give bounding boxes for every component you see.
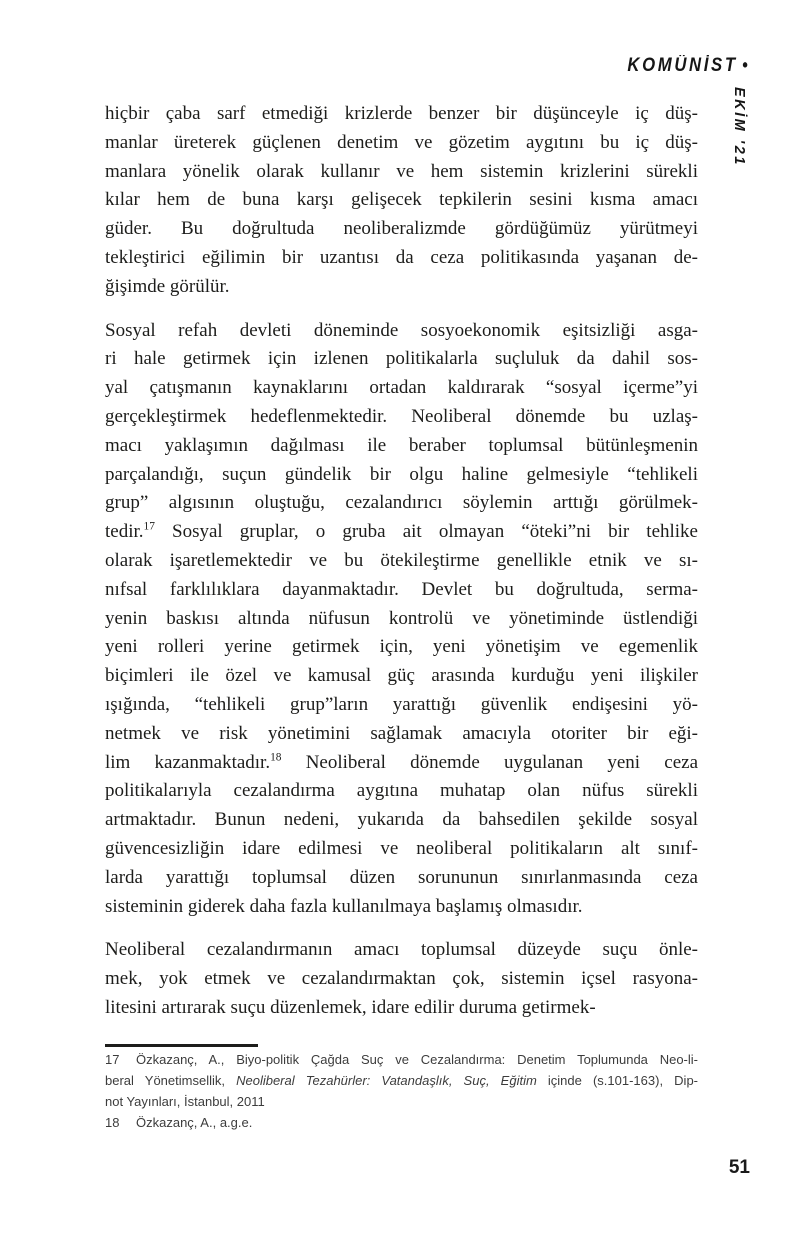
text-segment: not Yayınları, İstanbul, 2011: [105, 1094, 265, 1109]
text-line: [105, 374, 698, 403]
text-segment: yal çatışmanın kaynaklarını ortadan kaldırarak “sosyal içerme”yi: [105, 377, 698, 399]
text-line: [105, 576, 698, 605]
text-segment: yeni rolleri yerine getirmek için, yeni yönetişim ve egemenlik: [105, 636, 698, 658]
text-line: [105, 806, 698, 835]
text-line: [105, 273, 698, 302]
text-segment: tekleştirici eğilimin bir uzantısı da ceza politikasında yaşanan de-: [105, 246, 698, 268]
journal-header: [628, 55, 748, 77]
text-line: [105, 1112, 698, 1133]
text-line: [105, 215, 698, 244]
text-line: [105, 662, 698, 691]
text-segment: içinde (s.101-163), Dip-: [536, 1073, 699, 1088]
page-number: 51: [728, 1157, 750, 1178]
text-segment: olarak işaretlemektedir ve bu ötekileştirme genellikle etnik ve sı-: [105, 549, 698, 571]
paragraph-3: [105, 936, 698, 1022]
footnote-divider: [105, 1044, 258, 1047]
text-line: [105, 432, 698, 461]
text-segment: Sosyal refah devleti döneminde sosyoekonomik eşitsizliği asga-: [105, 319, 698, 341]
footnote-reference: 18: [270, 751, 282, 764]
text-segment: ri hale getirmek için izlenen politikalarla suçluluk da dahil sos-: [105, 348, 698, 370]
text-segment: lim kazanmaktadır.: [105, 751, 271, 773]
text-segment: artmaktadır. Bunun nedeni, yukarıda da bahsedilen şekilde sosyal: [105, 809, 698, 831]
text-segment: nıfsal farklılıklara dayanmaktadır. Devlet bu doğrultuda, serma-: [105, 578, 698, 600]
text-segment: litesini artırarak suçu düzenlemek, idare edilir duruma getirmek-: [105, 996, 596, 1018]
text-line: [105, 835, 698, 864]
text-segment: politikalarıyla cezalandırma aygıtına muhatap olan nüfus sürekli: [105, 780, 698, 802]
text-segment: biçimleri ile özel ve kamusal güç arasında kurduğu yeni ilişkiler: [105, 665, 698, 687]
text-segment: kılar hem de buna karşı gelişecek tepkilerin sesini kısma amacı: [105, 189, 698, 211]
text-segment: hiçbir çaba sarf etmediği krizlerde benzer bir düşünceyle iç düş-: [105, 103, 698, 124]
text-segment: manlar üreterek güçlenen denetim ve gözetim aygıtını bu iç düş-: [105, 131, 698, 153]
text-segment: Neoliberal cezalandırmanın amacı toplumsal düzeyde suçu önle-: [105, 939, 698, 961]
text-line: [105, 129, 698, 158]
footnote-17: [105, 1049, 698, 1112]
text-line: [105, 965, 698, 994]
text-line: [105, 547, 698, 576]
text-segment: yenin baskısı altında nüfusun kontrolü ve yönetiminde üstlendiği: [105, 607, 698, 629]
text-segment: Sosyal gruplar, o gruba ait olmayan “öteki”ni bir tehlike: [154, 521, 698, 543]
text-line: [105, 893, 698, 922]
text-line: [105, 936, 698, 965]
text-segment: Neoliberal Tezahürler: Vatandaşlık, Suç, Eğitim: [236, 1073, 537, 1088]
text-line: [105, 1070, 698, 1091]
text-line: [105, 489, 698, 518]
paragraph-2: [105, 317, 698, 922]
text-line: [105, 244, 698, 273]
text-segment: Neoliberal dönemde uygulanan yeni ceza: [281, 751, 698, 773]
text-line: [105, 749, 698, 778]
footnote-number: 17: [105, 1052, 120, 1067]
text-line: [105, 691, 698, 720]
footnote-number: 18: [105, 1115, 120, 1130]
text-segment: mek, yok etmek ve cezalandırmaktan çok, sistemin içsel rasyona-: [105, 968, 698, 990]
text-line: [105, 186, 698, 215]
footnotes-block: [105, 1049, 698, 1133]
text-segment: güder. Bu doğrultuda neoliberalizmde gördüğümüz yürütmeyi: [105, 218, 698, 240]
journal-title: KOMÜNİST: [627, 55, 739, 76]
text-line: [105, 994, 698, 1023]
text-line: [105, 864, 698, 893]
text-segment: ğişimde görülür.: [105, 275, 230, 297]
footnote-18: [105, 1112, 698, 1133]
text-segment: ışığında, “tehlikeli grup”ların yarattığı güvenlik endişesini yö-: [105, 693, 698, 715]
text-segment: larda yarattığı toplumsal düzen sorununun sınırlanmasında ceza: [105, 866, 698, 888]
text-line: [105, 100, 698, 129]
text-line: [105, 317, 698, 346]
text-segment: güvencesizliğin idare edilmesi ve neoliberal politikaların alt sınıf-: [105, 837, 698, 859]
text-segment: beral Yönetimsellik,: [105, 1073, 237, 1088]
text-segment: parçalandığı, suçun gündelik bir olgu haline gelmesiyle “tehlikeli: [105, 463, 698, 485]
text-segment: grup” algısının oluştuğu, cezalandırıcı söylemin arttığı görülmek-: [105, 492, 698, 514]
text-segment: netmek ve risk yönetimini sağlamak amacıyla otoriter bir eği-: [105, 722, 698, 744]
text-line: [105, 777, 698, 806]
text-line: [105, 1049, 698, 1070]
footnote-reference: 17: [143, 520, 155, 533]
text-line: [105, 461, 698, 490]
text-segment: gerçekleştirmek hedeflenmektedir. Neoliberal dönemde bu uzlaş-: [105, 405, 698, 427]
paragraph-1: [105, 100, 698, 302]
text-line: [105, 1091, 698, 1112]
body-text: [105, 100, 698, 1023]
text-segment: Özkazanç, A., Biyo-politik Çağda Suç ve Cezalandırma: Denetim Toplumunda Neo-li-: [136, 1052, 698, 1067]
text-line: [105, 633, 698, 662]
issue-label-vertical: EKİM '21: [731, 87, 747, 167]
text-line: [105, 720, 698, 749]
text-segment: tedir.: [105, 521, 144, 543]
text-line: [105, 518, 698, 547]
text-segment: macı yaklaşımın dağılması ile beraber toplumsal bütünleşmenin: [105, 434, 698, 456]
text-line: [105, 605, 698, 634]
text-line: [105, 403, 698, 432]
text-segment: Özkazanç, A., a.g.e.: [136, 1115, 253, 1130]
text-line: [105, 158, 698, 187]
text-line: [105, 345, 698, 374]
header-bullet-icon: •: [742, 55, 748, 75]
text-segment: manlara yönelik olarak kullanır ve hem sistemin krizlerini sürekli: [105, 160, 698, 182]
text-segment: sisteminin giderek daha fazla kullanılmaya başlamış olmasıdır.: [105, 895, 583, 917]
